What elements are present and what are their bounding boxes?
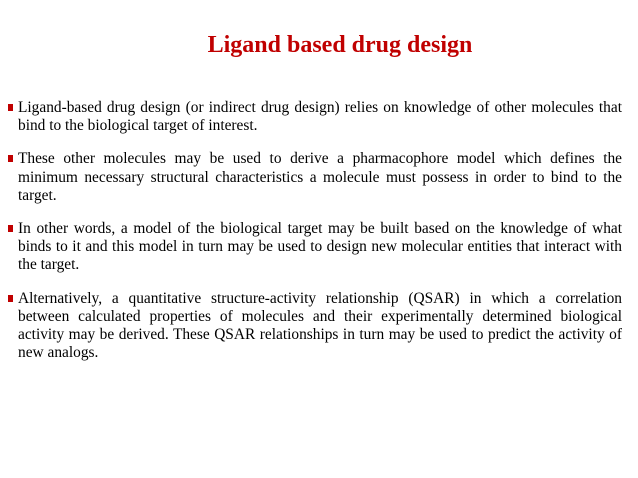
bullet-text: Alternatively, a quantitative structure-activity relationship (QSAR) in which a correlation between calculated properties of molecules and their experimentally determined biological activity may be derived. These QSAR relationships in turn may be used to predict the activity of new analogs. [18,289,622,362]
square-bullet-icon [8,295,13,302]
slide-title: Ligand based drug design [207,32,473,58]
bullet-text: Ligand-based drug design (or indirect drug design) relies on knowledge of other molecules that bind to the biological target of interest. [18,99,622,135]
square-bullet-icon [8,104,13,111]
square-bullet-icon [8,155,13,162]
bullet-item [8,99,622,135]
bullet-text: These other molecules may be used to derive a pharmacophore model which defines the minimum necessary structural characteristics a molecule must possess in order to bind to the target. [18,150,622,204]
bullet-text: In other words, a model of the biological target may be built based on the knowledge of what binds to it and this model in turn may be used to design new molecular entities that interact with the target. [18,220,622,274]
bullet-item [8,290,622,363]
bullet-list [8,99,622,362]
bullet-item [8,150,622,205]
square-bullet-icon [8,225,13,232]
bullet-item [8,220,622,275]
